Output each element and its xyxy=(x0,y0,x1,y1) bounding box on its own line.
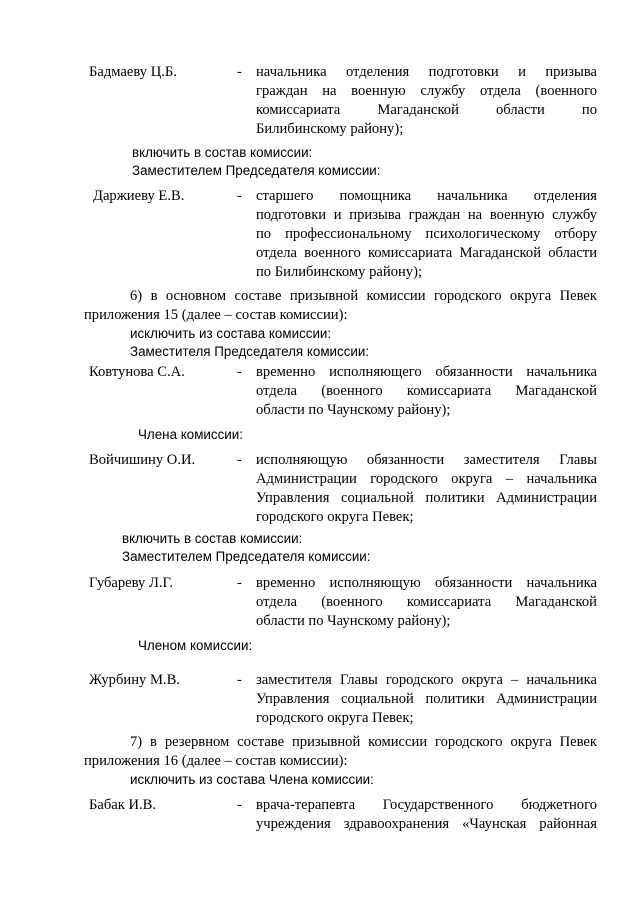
person-name: Ковтунова С.А. xyxy=(89,364,185,380)
duty-line: отдела (военного комиссариата Магаданской xyxy=(256,594,597,610)
person-name: Бабак И.В. xyxy=(89,797,157,813)
dash: - xyxy=(237,797,242,813)
duty-line: по профессиональному психологическому отбору xyxy=(256,226,597,242)
duty-line: учреждения здравоохранения «Чаунская районная xyxy=(256,816,597,832)
duty-line: по Билибинскому району); xyxy=(256,264,423,280)
duty-line: заместителя Главы городского округа – начальника xyxy=(256,672,597,688)
role-heading: Заместителя Председателя комиссии: xyxy=(130,344,370,359)
paragraph-6-line2: приложения 15 (далее – состав комиссии): xyxy=(84,307,348,323)
person-name: Бадмаеву Ц.Б. xyxy=(89,64,177,80)
paragraph-7-line2: приложения 16 (далее – состав комиссии): xyxy=(84,753,348,769)
instruction-exclude: исключить из состава комиссии: xyxy=(130,326,332,341)
instruction-include: включить в состав комиссии: xyxy=(122,531,303,546)
duty-line: Билибинскому району); xyxy=(256,121,404,137)
person-name: Журбину М.В. xyxy=(89,672,180,688)
duty-line: отдела военного комиссариата Магаданской области xyxy=(256,245,597,261)
person-name: Губареву Л.Г. xyxy=(89,575,173,591)
duty-line: исполняющую обязанности заместителя Главы xyxy=(256,452,597,468)
duty-line: подготовки и призыва граждан на военную службу xyxy=(256,207,597,223)
duty-line: врача-терапевта Государственного бюджетного xyxy=(256,797,597,813)
duty-line: Управления социальной политики Администрации xyxy=(256,490,597,506)
instruction-exclude: исключить из состава Члена комиссии: xyxy=(130,772,374,787)
duty-line: городского округа Певек; xyxy=(256,509,414,525)
duty-line: Администрации городского округа – начальника xyxy=(256,471,597,487)
duty-line: городского округа Певек; xyxy=(256,710,414,726)
duty-line: отдела (военного комиссариата Магаданской xyxy=(256,383,597,399)
dash: - xyxy=(237,575,242,591)
role-heading: Членом комиссии: xyxy=(138,638,253,653)
role-heading: Заместителем Председателя комиссии: xyxy=(132,163,381,178)
paragraph-6-line1: 6) в основном составе призывной комиссии городского округа Певек xyxy=(130,288,597,304)
dash: - xyxy=(237,364,242,380)
duty-line: начальника отделения подготовки и призыва xyxy=(256,64,597,80)
duty-line: старшего помощника начальника отделения xyxy=(256,188,597,204)
duty-line: граждан на военную службу отдела (военного xyxy=(256,83,597,99)
duty-line: комиссариата Магаданской области по xyxy=(256,102,597,118)
instruction-include: включить в состав комиссии: xyxy=(132,145,313,160)
dash: - xyxy=(237,188,242,204)
dash: - xyxy=(237,452,242,468)
person-name: Войчишину О.И. xyxy=(89,452,196,468)
duty-line: области по Чаунскому району); xyxy=(256,402,451,418)
duty-line: временно исполняющую обязанности начальника xyxy=(256,575,597,591)
role-heading: Заместителем Председателя комиссии: xyxy=(122,549,371,564)
role-heading: Члена комиссии: xyxy=(138,427,243,442)
dash: - xyxy=(237,64,242,80)
duty-line: Управления социальной политики Администрации xyxy=(256,691,597,707)
duty-line: области по Чаунскому району); xyxy=(256,613,451,629)
person-name: Даржиеву Е.В. xyxy=(93,188,185,204)
duty-line: временно исполняющего обязанности начальника xyxy=(256,364,597,380)
dash: - xyxy=(237,672,242,688)
paragraph-7-line1: 7) в резервном составе призывной комиссии городского округа Певек xyxy=(130,734,597,750)
